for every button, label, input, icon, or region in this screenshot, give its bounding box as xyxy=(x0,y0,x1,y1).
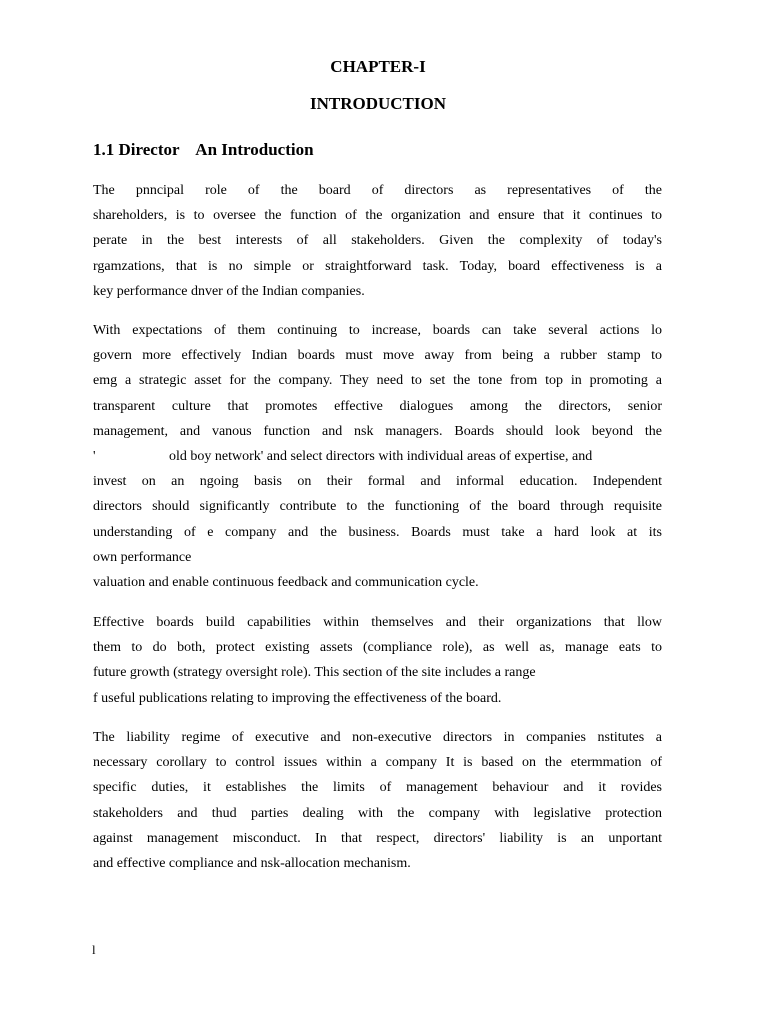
paragraph-line: The pnncipal role of the board of directors as representatives of the xyxy=(93,183,662,198)
paragraph-line: emg a strategic asset for the company. They need to set the tone from top in promoting a xyxy=(93,373,662,389)
paragraph-expectations xyxy=(93,318,662,595)
chapter-subtitle: INTRODUCTION xyxy=(309,94,447,113)
page-number: l xyxy=(92,942,96,957)
paragraph-line: perate in the best interests of all stakeholders. Given the complexity of today's xyxy=(93,233,662,249)
paragraph-line: f useful publications relating to improving the effectiveness of the board. xyxy=(93,690,502,706)
paragraph-line: ' old boy network' and select directors with individual areas of expertise, and xyxy=(93,448,593,464)
paragraph-line: stakeholders and thud parties dealing with the company with legislative protection xyxy=(93,805,662,821)
paragraph-line: them to do both, protect existing assets (compliance role), as well as, manage eats to xyxy=(93,640,662,656)
paragraph-line: shareholders, is to oversee the function of the organization and ensure that it continues to xyxy=(93,208,662,224)
paragraph-line: transparent culture that promotes effective dialogues among the directors, senior xyxy=(93,398,662,414)
paragraph-line: necessary corollary to control issues within a company It is based on the etermmation of xyxy=(93,755,662,771)
paragraph-line: directors should significantly contribute to the functioning of the board through requisite xyxy=(93,499,662,515)
paragraph-line: understanding of e company and the business. Boards must take a hard look at its xyxy=(93,524,662,540)
section-heading: 1.1 Director An Introduction xyxy=(93,140,314,159)
chapter-title: CHAPTER-I xyxy=(330,57,426,76)
paragraph-line: valuation and enable continuous feedback and communication cycle. xyxy=(93,574,479,590)
paragraph-line: invest on an ngoing basis on their formal and informal education. Independent xyxy=(93,474,662,490)
paragraph-effective-boards xyxy=(93,610,662,711)
paragraph-line: own performance xyxy=(93,549,192,565)
paragraph-role-of-board xyxy=(93,178,662,304)
paragraph-line: govern more effectively Indian boards must move away from being a rubber stamp to xyxy=(93,348,662,364)
paragraph-line: specific duties, it establishes the limits of management behaviour and it rovides xyxy=(93,780,662,796)
paragraph-line: key performance dnver of the Indian companies. xyxy=(93,283,365,299)
paragraph-liability-regime xyxy=(93,725,662,876)
paragraph-line: against management misconduct. In that respect, directors' liability is an unportant xyxy=(93,830,662,846)
paragraph-line: Effective boards build capabilities within themselves and their organizations that llow xyxy=(93,615,662,630)
paragraph-line: and effective compliance and nsk-allocation mechanism. xyxy=(93,855,411,871)
paragraph-line: future growth (strategy oversight role). This section of the site includes a range xyxy=(93,665,536,681)
paragraph-line: With expectations of them continuing to increase, boards can take several actions lo xyxy=(93,323,662,338)
paragraph-line: rgamzations, that is no simple or straightforward task. Today, board effectiveness is a xyxy=(93,258,662,274)
paragraph-line: management, and vanous function and nsk managers. Boards should look beyond the xyxy=(93,423,662,439)
paragraph-line: The liability regime of executive and non-executive directors in companies nstitutes a xyxy=(93,730,662,745)
